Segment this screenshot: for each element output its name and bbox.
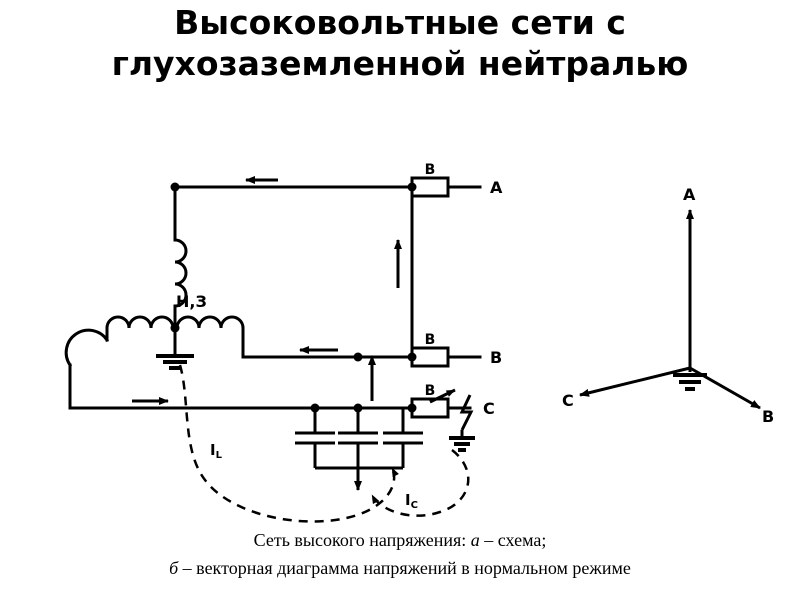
vector-label-b: B bbox=[762, 407, 775, 426]
breaker-phase-a bbox=[412, 178, 448, 196]
junction-dots bbox=[171, 183, 417, 413]
figure-caption-line-1 bbox=[40, 530, 760, 551]
breaker-phase-b bbox=[412, 348, 448, 366]
caption-rest: – векторная диаграмма напряжений в нормальном режиме bbox=[178, 558, 631, 578]
figure-caption-line-2 bbox=[40, 558, 760, 579]
caption-italic-a: а bbox=[470, 530, 480, 550]
vector-diagram-ground-symbol bbox=[673, 375, 707, 389]
coil-c-lead-bend bbox=[66, 330, 107, 365]
high-voltage-network-figure bbox=[0, 150, 800, 550]
vector-c bbox=[580, 368, 690, 395]
neutral-label: Н,З bbox=[176, 292, 207, 311]
fault-symbol bbox=[462, 395, 471, 438]
vector-label-a: A bbox=[683, 185, 696, 204]
page-title: Высоковольтные сети с глухозаземленной нейтралью bbox=[111, 3, 689, 83]
capacitor-bank bbox=[295, 408, 423, 490]
current-label-il: $I_L$ bbox=[210, 441, 222, 461]
breaker-label-a: В bbox=[424, 162, 436, 178]
fault-ground-symbol bbox=[449, 438, 475, 450]
vector-label-c: C bbox=[562, 391, 574, 410]
caption-mid: – схема; bbox=[479, 530, 547, 550]
breaker-label-b: В bbox=[424, 332, 436, 348]
breaker-label-c: В bbox=[424, 383, 436, 399]
voltage-vector-diagram bbox=[580, 210, 760, 408]
caption-prefix: Сеть высокого напряжения: bbox=[253, 530, 471, 550]
coil-phase-c bbox=[107, 317, 173, 328]
breaker-boxes bbox=[412, 178, 448, 417]
phase-label-a: A bbox=[490, 178, 503, 197]
phase-label-b: B bbox=[490, 348, 503, 367]
neutral-ground-symbol bbox=[156, 356, 194, 368]
caption-italic-b: б bbox=[169, 558, 179, 578]
ic-loop-path bbox=[372, 450, 468, 516]
coil-phase-b bbox=[177, 317, 243, 328]
current-label-ic: $I_C$ bbox=[405, 491, 418, 511]
phase-label-c: C bbox=[483, 399, 495, 418]
